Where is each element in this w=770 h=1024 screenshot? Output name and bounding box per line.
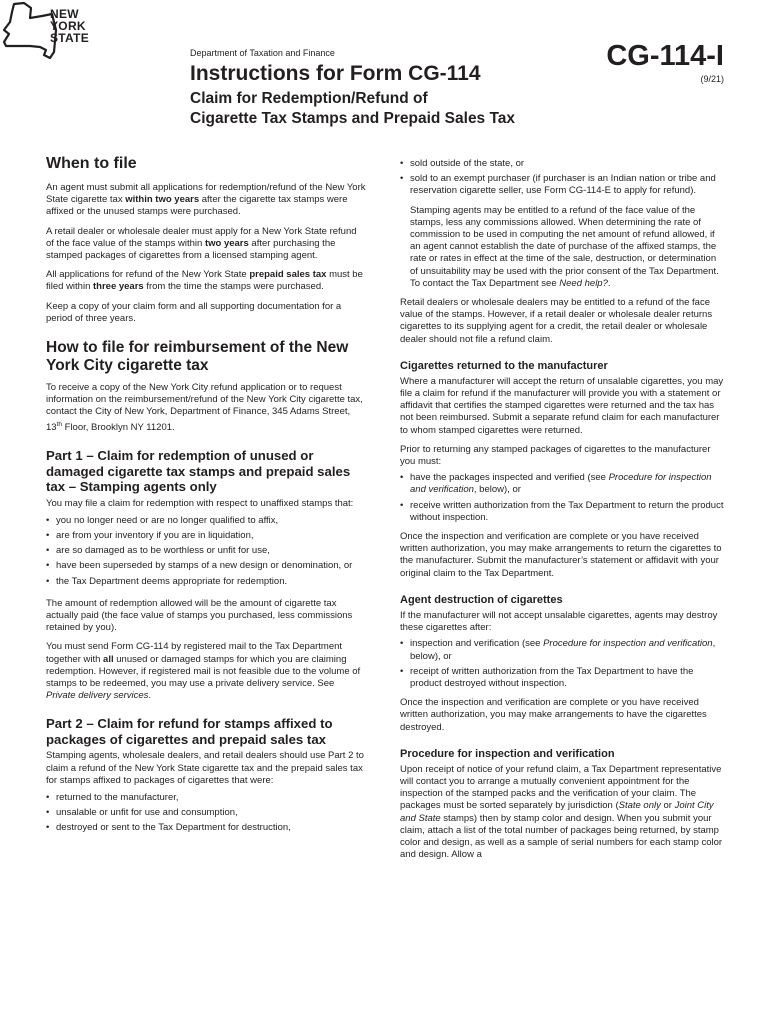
right-column [400, 158, 726, 868]
procedure-p1: Upon receipt of notice of your refund claim, a Tax Department representative will contact you to arrange a mutually convenient appointment for the inspection of the stamped packs and the verification of your claim. The packages must be sorted separately by jurisdiction (State only or Joint City and State stamps) then by stamp color and design. When you submit your claim, attach a list of the total number of packages being returned, by stamp color and design, as well as a sample of serial numbers for each stamp color and design. Allow a [400, 763, 723, 861]
when-to-file-p2: A retail dealer or wholesale dealer must apply for a New York State refund of the face value of the stamps within two years after purchasing the stamped packages of cigarettes from a licensed stamping agent. [46, 225, 357, 262]
part2-heading: Part 2 – Claim for refund for stamps affixed to packages of cigarettes and prepaid sales tax [46, 716, 333, 747]
when-to-file-p1: An agent must submit all applications for redemption/refund of the New York State cigarette tax within two years after the cigarette tax stamps were affixed or the unused stamps were purchased. [46, 182, 366, 218]
list-item: • are so damaged as to be worthless or unfit for use, [46, 545, 366, 557]
list-item: • inspection and verification (see Procedure for inspection and verification, below), or [400, 638, 726, 662]
list-item: • unsalable or unfit for use and consumption, [46, 807, 366, 819]
list-item: • destroyed or sent to the Tax Department for destruction, [46, 822, 366, 834]
list-item: • you no longer need or are no longer qualified to affix, [46, 515, 366, 527]
returned-p2: Prior to returning any stamped packages of cigarettes to the manufacturer you must: [400, 443, 711, 468]
nyc-heading: How to file for reimbursement of the New York City cigarette tax [46, 339, 349, 375]
logo-text-state: STATE [50, 31, 90, 45]
part1-p3: You must send Form CG-114 by registered mail to the Tax Department together with all unused or damaged stamps for which you are claiming redemption. However, if registered mail is not feasible due to the volume of stamps to be redeemed, you may use a private delivery service. See Private delivery services. [46, 641, 361, 702]
returned-p3: Once the inspection and verification are complete or you have received written authorization, you may make arrangements to return the cigarettes to the manufacturer. Submit the manufacturer’s statement or affidavit with your original claim to the Tax Department. [400, 531, 722, 579]
part2-retail-p: Retail dealers or wholesale dealers may be entitled to a refund of the face value of the stamps. However, if a retail dealer or wholesale dealer returns cigarettes to its supplying agent for a credit, the retail dealer or wholesale dealer should not file a refund claim. [400, 297, 713, 345]
list-item: • the Tax Department deems appropriate for redemption. [46, 576, 366, 588]
logo-text-new: NEW [50, 7, 79, 21]
part2-intro: Stamping agents, wholesale dealers, and retail dealers should use Part 2 to claim a refund of the New York State cigarette tax and the prepaid sales tax for stamps affixed to packages of cigarettes that were: [46, 750, 364, 786]
list-item: • have the packages inspected and verified (see Procedure for inspection and verification, below), or [400, 472, 726, 496]
destruction-bullet-list [400, 638, 726, 690]
list-item: • receive written authorization from the Tax Department to return the product without inspection. [400, 500, 726, 524]
subtitle-line-2: Cigarette Tax Stamps and Prepaid Sales Tax [190, 110, 516, 127]
procedure-heading: Procedure for inspection and verification [400, 747, 615, 760]
department-name: Department of Taxation and Finance [190, 48, 335, 58]
left-column [46, 155, 366, 842]
returned-bullet-list [400, 472, 726, 524]
when-to-file-p4: Keep a copy of your claim form and all supporting documentation for a period of three years. [46, 300, 342, 324]
list-item: • are from your inventory if you are in liquidation, [46, 530, 366, 542]
part2-bullet-list-right [400, 158, 726, 198]
part1-p2: The amount of redemption allowed will be the amount of cigarette tax actually paid (the face value of stamps you purchased, less commissions retained by you). [46, 597, 353, 634]
part2-bullet-list-left [46, 792, 366, 835]
when-to-file-p3: All applications for refund of the New York State prepaid sales tax must be filed within three years from the time the stamps were purchased. [46, 269, 363, 293]
returned-p1: Where a manufacturer will accept the return of unsalable cigarettes, you may file a claim for refund if the manufacturer will provide you with a statement or affidavit that certifies the stamped cigarettes were returned and the tax has not been reimbursed. Submit a separate refund claim for each manufacturer to whom stamped cigarettes were returned. [400, 375, 724, 436]
nyc-p1: To receive a copy of the New York City refund application or to request information on the reimbursement/refund of the New York City cigarette tax, contact the City of New York, Department of Finance, 345 Adams Street, 13th Floor, Brooklyn NY 11201. [46, 382, 363, 433]
part1-heading: Part 1 – Claim for redemption of unused or damaged cigarette tax stamps and prepaid sales tax – Stamping agents only [46, 448, 351, 494]
destruction-p2: Once the inspection and verification are complete or you have received written authorization, you may make arrangements to have the cigarettes destroyed. [400, 697, 707, 733]
part1-bullet-list [46, 515, 366, 588]
revision-date: (9/21) [700, 74, 724, 84]
destruction-p1: If the manufacturer will not accept unsalable cigarettes, agents may destroy these cigarettes after: [400, 609, 718, 634]
when-to-file-heading: When to file [46, 155, 137, 172]
form-id: CG-114-I [606, 40, 724, 72]
part2-stamping-agents-p: Stamping agents may be entitled to a refund of the face value of the stamps, less any commissions allowed. When determining the rate of commission to be used in computing the net amount of refund allowed, if an agent cannot establish the date of purchase of the affixed stamps, the rate or rates in effect at the time of the sale, destruction, or determination of unsuitability may be used with the prior consent of the Tax Department. To contact the Tax Department see Need help?. [410, 204, 719, 289]
list-item: • sold outside of the state, or [400, 158, 726, 170]
destruction-heading: Agent destruction of cigarettes [400, 593, 563, 606]
returned-heading: Cigarettes returned to the manufacturer [400, 359, 608, 372]
part1-intro: You may file a claim for redemption with respect to unaffixed stamps that: [46, 497, 354, 509]
list-item: • receipt of written authorization from the Tax Department to have the product destroyed without inspection. [400, 666, 726, 690]
list-item: • have been superseded by stamps of a new design or denomination, or [46, 560, 366, 572]
page-title: Instructions for Form CG-114 [190, 62, 481, 85]
nys-logo [0, 0, 100, 62]
logo-text-york: YORK [50, 19, 86, 33]
list-item: • sold to an exempt purchaser (if purchaser is an Indian nation or tribe and reservation cigarette seller, use Form CG-114-E to apply for refund). [400, 173, 726, 197]
list-item: • returned to the manufacturer, [46, 792, 366, 804]
subtitle-line-1: Claim for Redemption/Refund of [190, 90, 428, 107]
